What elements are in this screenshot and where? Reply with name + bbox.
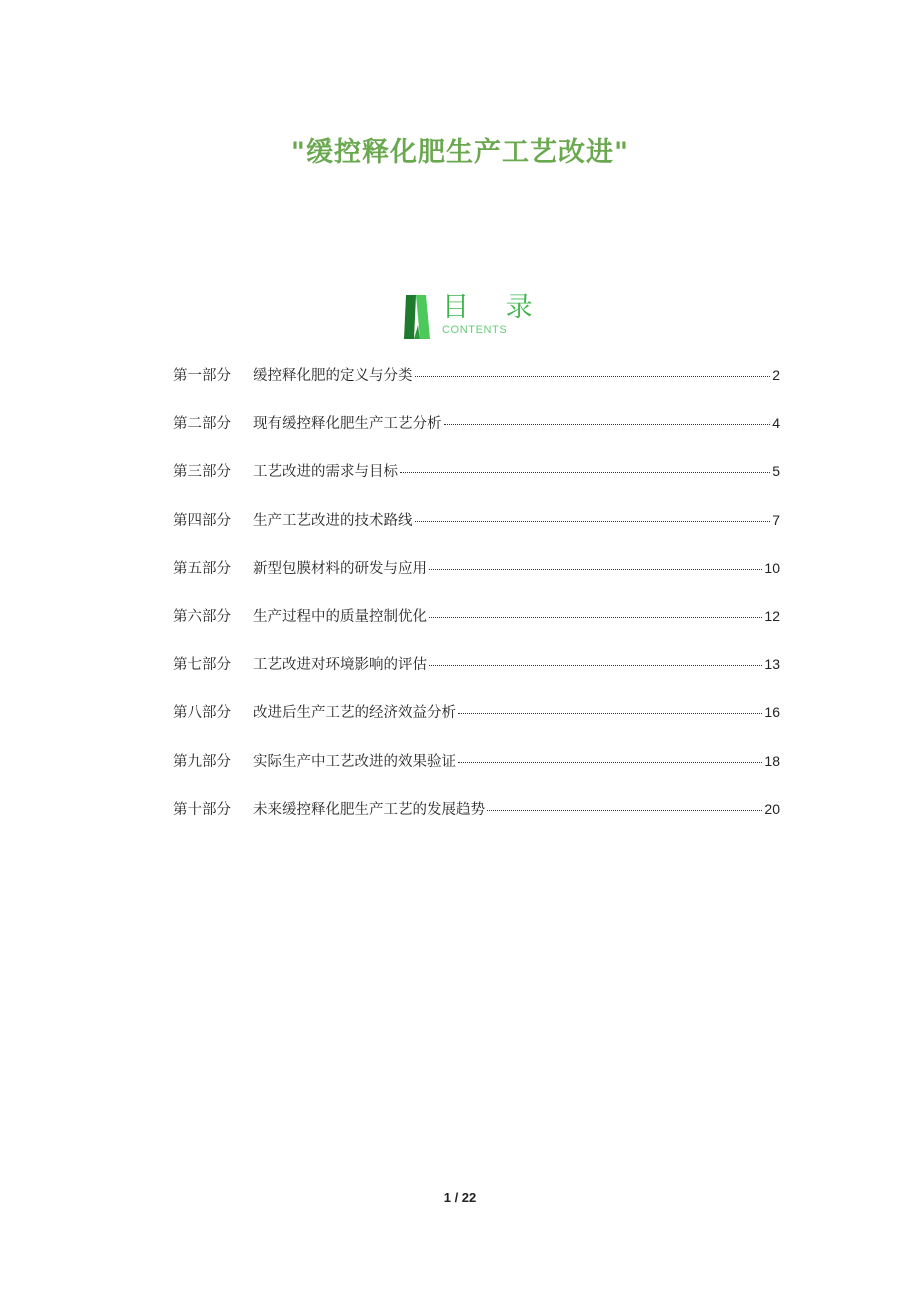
toc-item-part: 第十部分 xyxy=(173,801,231,818)
toc-leader-dots xyxy=(429,569,762,570)
toc-item-part: 第八部分 xyxy=(173,705,231,722)
toc-leader-dots xyxy=(487,810,762,811)
toc-header xyxy=(404,292,547,342)
toc-heading: 目 录 xyxy=(442,292,547,323)
toc-item[interactable] xyxy=(173,412,780,460)
toc-item-part: 第二部分 xyxy=(173,416,231,433)
toc-item-text: 现有缓控释化肥生产工艺分析 xyxy=(253,416,442,433)
toc-item-page: 20 xyxy=(764,800,780,817)
toc-item-part: 第四部分 xyxy=(173,512,231,529)
toc-leader-dots xyxy=(458,713,762,714)
toc-item[interactable] xyxy=(173,509,780,557)
toc-subheading: CONTENTS xyxy=(442,324,508,336)
toc-leader-dots xyxy=(458,762,762,763)
toc-item-text: 生产过程中的质量控制优化 xyxy=(253,608,427,625)
toc-item[interactable] xyxy=(173,653,780,701)
toc-item-part: 第一部分 xyxy=(173,368,231,384)
toc-leader-dots xyxy=(429,665,762,666)
toc-item-part: 第九部分 xyxy=(173,753,231,770)
toc-item-text: 生产工艺改进的技术路线 xyxy=(253,512,413,529)
toc-item-text: 改进后生产工艺的经济效益分析 xyxy=(253,705,456,722)
toc-item[interactable] xyxy=(173,798,780,846)
toc-leader-dots xyxy=(429,617,762,618)
document-title: "缓控释化肥生产工艺改进" xyxy=(290,137,630,169)
toc-item[interactable] xyxy=(173,557,780,605)
toc-bookmark-icon xyxy=(404,295,430,339)
toc-leader-dots xyxy=(444,424,771,425)
toc-item-page: 13 xyxy=(764,656,780,673)
toc-item-page: 4 xyxy=(772,415,780,432)
toc-item[interactable] xyxy=(173,364,780,412)
toc-leader-dots xyxy=(415,521,771,522)
toc-item-part: 第五部分 xyxy=(173,560,231,577)
toc-leader-dots xyxy=(400,472,770,473)
toc-item-page: 18 xyxy=(764,752,780,769)
toc-item-part: 第六部分 xyxy=(173,608,231,625)
toc-item-page: 16 xyxy=(764,704,780,721)
toc-item[interactable] xyxy=(173,605,780,653)
toc-item-text: 缓控释化肥的定义与分类 xyxy=(253,368,413,384)
toc-item[interactable] xyxy=(173,750,780,798)
toc-item[interactable] xyxy=(173,701,780,749)
toc-item[interactable] xyxy=(173,460,780,508)
toc-item-page: 2 xyxy=(772,367,780,383)
toc-item-text: 新型包膜材料的研发与应用 xyxy=(253,560,427,577)
toc-item-part: 第七部分 xyxy=(173,657,231,674)
toc-item-text: 工艺改进对环境影响的评估 xyxy=(253,657,427,674)
toc-item-text: 未来缓控释化肥生产工艺的发展趋势 xyxy=(253,801,485,818)
toc-item-text: 工艺改进的需求与目标 xyxy=(253,464,398,481)
toc-item-page: 12 xyxy=(764,607,780,624)
toc-item-page: 10 xyxy=(764,559,780,576)
toc-leader-dots xyxy=(415,376,771,377)
toc-item-text: 实际生产中工艺改进的效果验证 xyxy=(253,753,456,770)
toc-item-part: 第三部分 xyxy=(173,464,231,481)
toc-list xyxy=(173,364,780,846)
toc-item-page: 5 xyxy=(772,463,780,480)
toc-item-page: 7 xyxy=(772,511,780,528)
page-indicator: 1 / 22 xyxy=(443,1190,477,1205)
